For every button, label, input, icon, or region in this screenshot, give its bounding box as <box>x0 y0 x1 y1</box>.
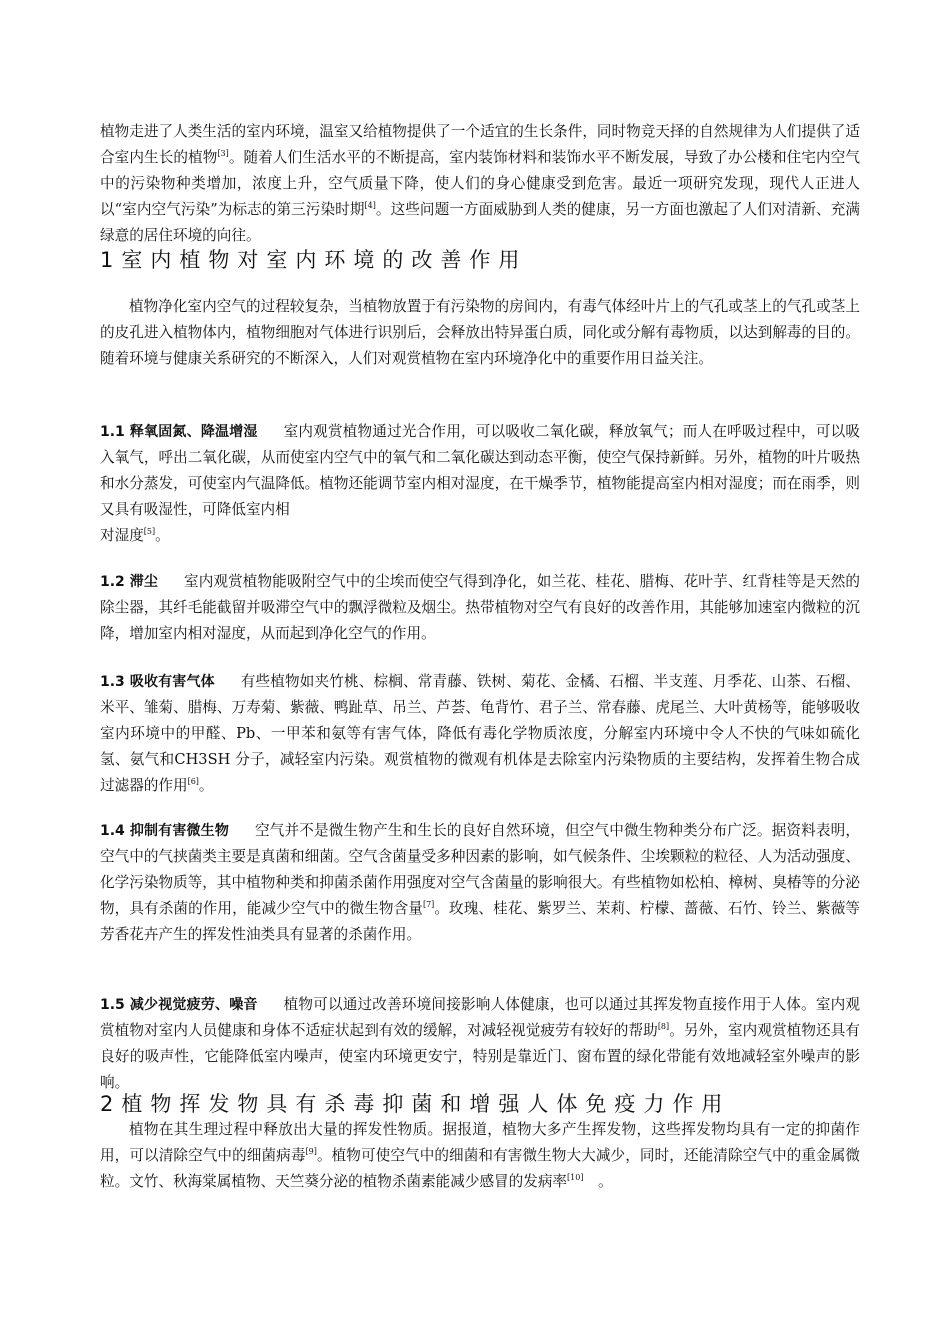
citation-ref: [3] <box>217 149 229 158</box>
subsection-1-1: 1.1 释氧固氮、降温增湿 室内观赏植物通过光合作用，可以吸收二氧化碳，释放氧气；而人在呼吸过程中，可以吸入氧气，呼出二氧化碳，从而使室内空气中的氧气和二氧化碳达到动态平衡，使空气保持新鲜。另外，植物的叶片吸热和水分蒸发，可使室内气温降低。植物还能调节室内相对湿度，在干燥季节，植物能提高室内相对湿度；而在雨季，则又具有吸湿性，可降低室内相 对湿度[5]。 <box>100 423 860 544</box>
subsection-1-4: 1.4 抑制有害微生物 空气并不是微生物产生和生长的良好自然环境，但空气中微生物种类分布广泛。据资料表明，空气中的气挟菌类主要是真菌和细菌。空气含菌量受多种因素的影响，如气候条件、尘埃颗粒的粒径、人为活动强度、化学污染物质等，其中植物种类和抑菌杀菌作用强度对空气含菌量的影响很大。有些植物如松柏、樟树、臭椿等的分泌物，具有杀菌的作用，能减少空气中的微生物含量[7]。玫瑰、桂花、紫罗兰、茉莉、柠檬、蔷薇、石竹、铃兰、紫薇等芳香花卉产生的挥发性油类具有显著的杀菌作用。 <box>100 822 860 943</box>
subsection-title: 1.3 吸收有害气体 <box>100 674 215 690</box>
citation-ref: [9] <box>305 1147 317 1156</box>
subsection-1-2: 1.2 滞尘 室内观赏植物能吸附空气中的尘埃而使空气得到净化，如兰花、桂花、腊梅、花叶芋、红背桂等是天然的除尘器，其纤毛能截留并吸滞空气中的飘浮微粒及烟尘。热带植物对空气有良好的改善作用，其能够加速室内微粒的沉降，增加室内相对湿度，从而起到净化空气的作用。 <box>100 573 860 642</box>
subsection-title: 1.2 滞尘 <box>100 574 158 590</box>
citation-ref: [5] <box>143 527 156 536</box>
citation-ref: [6] <box>187 777 199 786</box>
subsection-title: 1.1 释氧固氮、降温增湿 <box>100 424 258 440</box>
citation-ref: [4] <box>364 201 376 210</box>
section1-paragraph: 植物净化室内空气的过程较复杂，当植物放置于有污染物的房间内，有毒气体经叶片上的气孔或茎上的气孔或茎上的皮孔进入植物体内，植物细胞对气体进行识别后，会释放出特异蛋白质，同化或分解有毒物质，以达到解毒的目的。随着环境与健康关系研究的不断深入，人们对观赏植物在室内环境净化中的重要作用日益关注。 <box>100 298 860 367</box>
citation-ref: [8] <box>657 1022 670 1031</box>
subsection-1-5: 1.5 减少视觉疲劳、噪音 植物可以通过改善环境间接影响人体健康，也可以通过其挥发物直接作用于人体。室内观赏植物对室内人员健康和身体不适症状起到有效的缓解，对减轻视觉疲劳有较好的帮助[8]。另外，室内观赏植物还具有良好的吸声性，它能降低室内噪声，使室内环境更安宁，特别是靠近门、窗布置的绿化带能有效地减轻室外噪声的影响。 <box>100 996 860 1091</box>
subsection-title: 1.5 减少视觉疲劳、噪音 <box>100 997 258 1013</box>
subsection-1-3: 1.3 吸收有害气体 有些植物如夹竹桃、棕榈、常青藤、铁树、菊花、金橘、石榴、半支莲、月季花、山茶、石榴、米平、雏菊、腊梅、万寿菊、紫薇、鸭趾草、吊兰、芦荟、龟背竹、君子兰、常春藤、虎尾兰、大叶黄杨等，能够吸收室内环境中的甲醛、Pb、一甲苯和氨等有害气体，降低有毒化学物质浓度，分解室内环境中令人不快的气味如硫化氢、氨气和CH3SH 分子，减轻室内污染。观赏植物的微观有机体是去除室内污染物质的主要结构，发挥着生物合成过滤器的作用[6]。 <box>100 673 860 794</box>
section2-paragraph: 植物在其生理过程中释放出大量的挥发性物质。据报道，植物大多产生挥发物，这些挥发物均具有一定的抑菌作用，可以清除空气中的细菌病毒[9]。植物可使空气中的细菌和有害微生物大大减少，同时，还能清除空气中的重金属微粒。文竹、秋海棠属植物、天竺葵分泌的植物杀菌素能减少感冒的发病率[10] 。 <box>100 1121 860 1190</box>
intro-paragraph: 植物走进了人类生活的室内环境，温室又给植物提供了一个适宜的生长条件，同时物竞天择的自然规律为人们提供了适合室内生长的植物[3]。随着人们生活水平的不断提高，室内装饰材料和装饰水平不断发展，导致了办公楼和住宅内空气中的污染物种类增加，浓度上升，空气质量下降，使人们的身心健康受到危害。最近一项研究发现，现代人正进人以“室内空气污染”为标志的第三污染时期[4]。这些问题一方面威胁到人类的健康，另一方面也激起了人们对清新、充满绿意的居住环境的向往。 <box>100 123 860 244</box>
subsection-title: 1.4 抑制有害微生物 <box>100 823 229 839</box>
section-heading-2: 2植物挥发物具有杀毒抑菌和增强人体免疫力作用 <box>100 1092 731 1116</box>
citation-ref: [10] <box>567 1173 584 1182</box>
section-heading-1: 1室内植物对室内环境的改善作用 <box>100 248 528 272</box>
citation-ref: [7] <box>422 900 435 909</box>
